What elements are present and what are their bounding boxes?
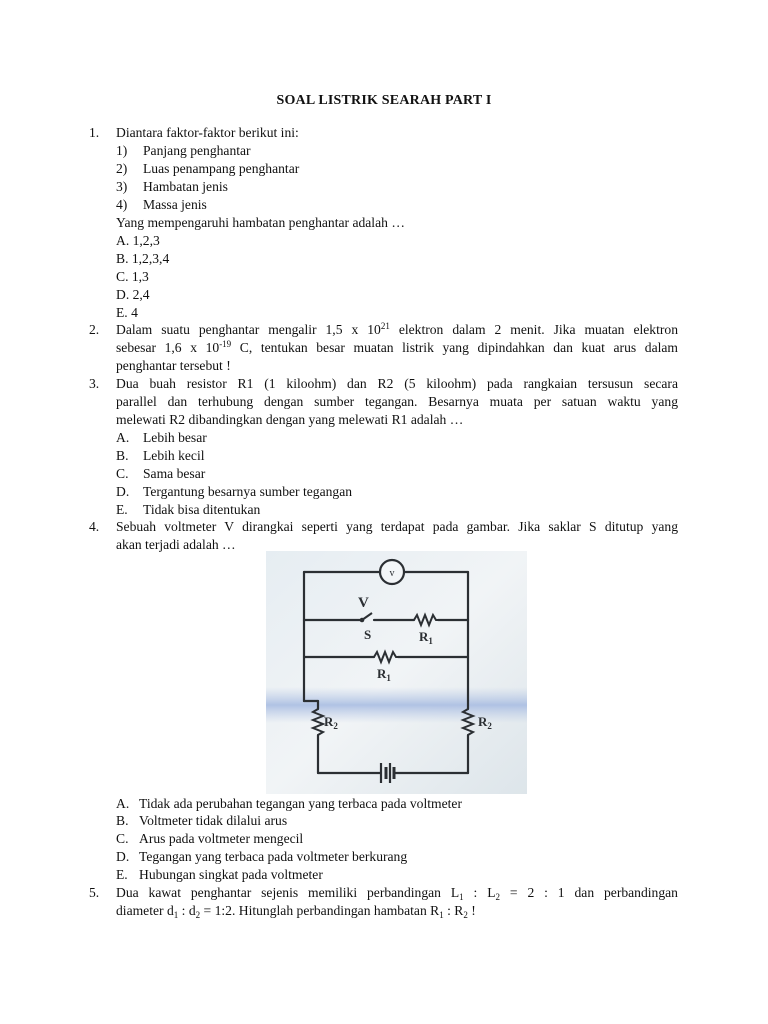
answer-option: Lebih besar bbox=[143, 430, 207, 445]
question-prompt: Yang mempengaruhi hambatan penghantar adalah … bbox=[116, 215, 405, 230]
option-letter: E. bbox=[116, 867, 128, 882]
label-r2-left: $R_2$ bbox=[324, 714, 338, 731]
voltmeter-symbol-letter: v bbox=[389, 568, 395, 579]
question-text-line: Dua buah resistor R1 (1 kiloohm) dan R2 (5 kiloohm) pada rangkaian tersusun secara bbox=[116, 376, 678, 391]
list-item: Luas penampang penghantar bbox=[143, 161, 300, 176]
question-text-line: akan terjadi adalah … bbox=[116, 537, 236, 552]
option-letter: D. bbox=[116, 484, 130, 499]
question-text-line: melewati R2 dibandingkan dengan yang melewati R1 adalah … bbox=[116, 412, 464, 427]
label-r1-top: $R_1$ bbox=[419, 629, 433, 646]
list-item-number: 3) bbox=[116, 179, 128, 194]
question-number: 2. bbox=[89, 322, 100, 337]
answer-option: Tidak bisa ditentukan bbox=[143, 502, 261, 517]
option-letter: A. bbox=[116, 796, 130, 811]
option-letter: A. bbox=[116, 430, 130, 445]
photo-glare-band bbox=[266, 687, 527, 723]
answer-option: Tegangan yang terbaca pada voltmeter berkurang bbox=[139, 849, 408, 864]
list-item: Hambatan jenis bbox=[143, 179, 228, 194]
answer-option: Tergantung besarnya sumber tegangan bbox=[143, 484, 353, 499]
list-item-number: 4) bbox=[116, 197, 128, 212]
question-text-line: sebesar 1,6 x $10^{-19}$ C, tentukan besar muatan listrik yang dipindahkan dan kuat arus dalam bbox=[116, 339, 678, 355]
page-title: SOAL LISTRIK SEARAH PART I bbox=[276, 93, 492, 108]
list-item-number: 2) bbox=[116, 161, 128, 176]
answer-option: Sama besar bbox=[143, 466, 206, 481]
answer-option: Voltmeter tidak dilalui arus bbox=[139, 813, 288, 828]
option-letter: D. bbox=[116, 849, 130, 864]
option-letter: C. bbox=[116, 466, 129, 481]
photo-background bbox=[266, 551, 527, 794]
question-text-line: parallel dan terhubung dengan sumber tegangan. Besarnya muata per satuan waktu yang bbox=[116, 394, 678, 409]
answer-option: Tidak ada perubahan tegangan yang terbaca pada voltmeter bbox=[139, 796, 462, 811]
question-number: 1. bbox=[89, 125, 100, 140]
option-letter: B. bbox=[116, 813, 129, 828]
list-item: Massa jenis bbox=[143, 197, 207, 212]
option-letter: E. bbox=[116, 502, 128, 517]
answer-option: A. 1,2,3 bbox=[116, 233, 160, 248]
answer-option: C. 1,3 bbox=[116, 269, 149, 284]
answer-option: Lebih kecil bbox=[143, 448, 205, 463]
label-v: V bbox=[358, 595, 369, 611]
question-number: 4. bbox=[89, 519, 100, 534]
answer-option: E. 4 bbox=[116, 305, 138, 320]
answer-option: Arus pada voltmeter mengecil bbox=[139, 831, 304, 846]
question-number: 3. bbox=[89, 376, 100, 391]
label-s: S bbox=[364, 627, 372, 642]
circuit-diagram-photo bbox=[266, 551, 527, 794]
question-text-line: diameter $d_1$ : $d_2$ = 1:2. Hitunglah perbandingan hambatan $R_1$ : $R_2$ ! bbox=[116, 903, 476, 920]
option-letter: B. bbox=[116, 448, 129, 463]
list-item: Panjang penghantar bbox=[143, 143, 251, 158]
question-text-line: penghantar tersebut ! bbox=[116, 358, 231, 373]
question-text-line: Dua kawat penghantar sejenis memiliki perbandingan $L_1$ : $L_2 = 2$ : 1 dan perbandingan bbox=[116, 885, 678, 902]
question-number: 5. bbox=[89, 885, 100, 900]
answer-option: B. 1,2,3,4 bbox=[116, 251, 170, 266]
option-letter: C. bbox=[116, 831, 129, 846]
question-text-line: Sebuah voltmeter V dirangkai seperti yang terdapat pada gambar. Jika saklar S ditutup yang bbox=[116, 519, 678, 534]
label-r1-middle: $R_1$ bbox=[377, 666, 391, 683]
question-text-line: Dalam suatu penghantar mengalir 1,5 x $10^{21}$ elektron dalam 2 menit. Jika muatan elektron bbox=[116, 321, 678, 337]
answer-option: Hubungan singkat pada voltmeter bbox=[139, 867, 323, 882]
label-r2-right: $R_2$ bbox=[478, 714, 492, 731]
answer-option: D. 2,4 bbox=[116, 287, 150, 302]
question-text: Diantara faktor-faktor berikut ini: bbox=[116, 125, 299, 140]
list-item-number: 1) bbox=[116, 143, 128, 158]
